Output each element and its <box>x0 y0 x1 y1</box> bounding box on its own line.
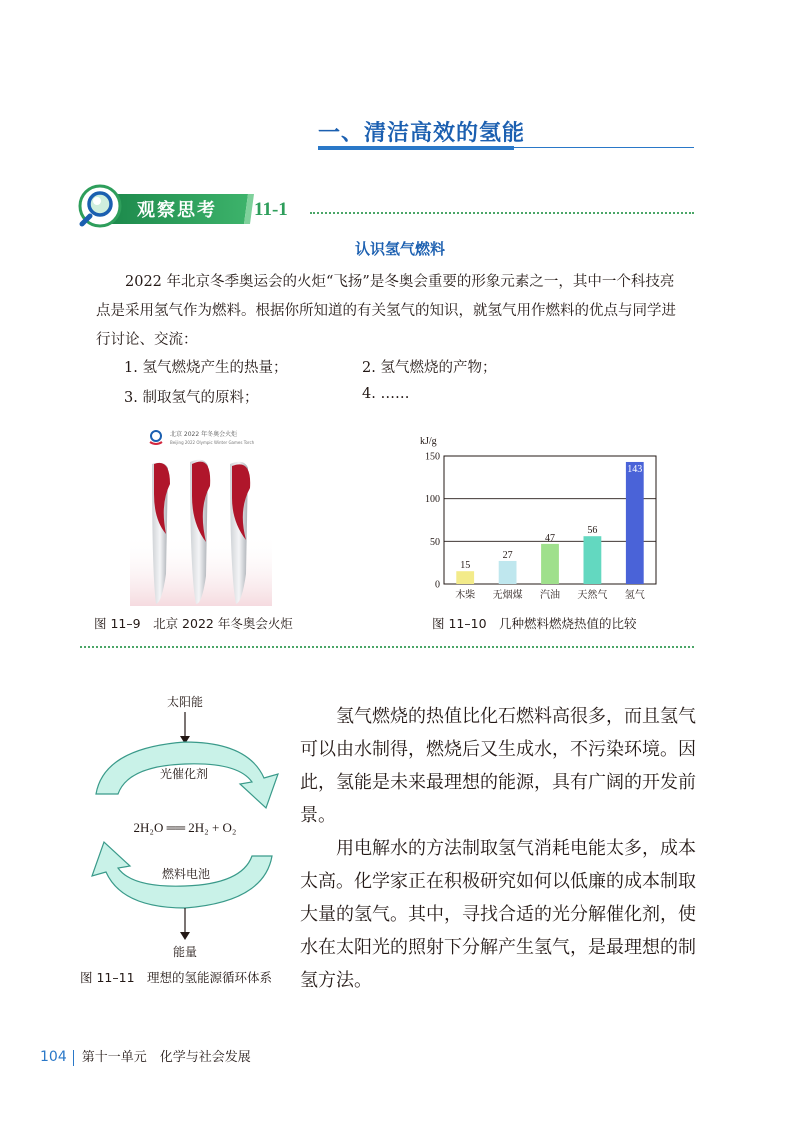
chart-category-label: 木柴 <box>455 590 476 601</box>
lower-arrow-label: 燃料电池 <box>161 867 211 881</box>
observe-number: 11-1 <box>254 199 288 220</box>
page-footer <box>40 1046 251 1066</box>
body-text <box>300 700 696 997</box>
observe-heading: 认识氢气燃料 <box>354 240 445 258</box>
torch-inset-subtitle: Beijing 2022 Olympic Winter Games Torch <box>170 440 255 445</box>
magnifier-icon <box>80 186 120 226</box>
title-underline <box>318 146 514 150</box>
torch-caption: 图 11–9 北京 2022 年冬奥会火炬 <box>94 616 293 631</box>
question-3: 3. 制取氢气的原料； <box>124 390 259 406</box>
title-underline-thin <box>514 147 694 148</box>
chart-ytick-label: 50 <box>430 536 440 548</box>
chart-data-label: 27 <box>502 549 513 561</box>
cycle-equation: 2H₂O ══ 2H₂ + O₂ <box>133 820 237 835</box>
chart-data-label: 143 <box>627 463 643 475</box>
question-2: 2. 氢气燃烧的产物； <box>362 360 497 376</box>
cycle-bottom-label: 能量 <box>172 945 198 959</box>
chart-category-label: 氢气 <box>624 590 645 601</box>
cycle-top-label: 太阳能 <box>166 695 204 709</box>
chart-data-label: 15 <box>460 560 471 572</box>
upper-arrow-label: 光催化剂 <box>159 767 209 781</box>
body-paragraph-2: 用电解水的方法制取氢气消耗电能太多，成本太高。化学家正在积极研究如何以低廉的成本制取大量的氢气。其中，寻找合适的光分解催化剂，使水在太阳光的照射下分解产生氢气，是最理想的制氢方法。 <box>300 838 696 991</box>
torch-inset-title: 北京 2022 年冬奥会火炬 <box>170 431 238 438</box>
chart-bar <box>499 561 517 584</box>
chart-bar <box>583 536 601 584</box>
section-title: 一、清洁高效的氢能 <box>318 121 526 146</box>
chart-data-label: 56 <box>587 525 598 537</box>
observe-label: 观察思考 <box>137 200 217 221</box>
chart-ytick-label: 100 <box>425 494 440 506</box>
hydrogen-cycle-diagram <box>80 686 290 966</box>
chart-category-label: 无烟煤 <box>492 590 523 601</box>
chart-ytick-label: 150 <box>425 451 440 463</box>
chart-bar <box>626 462 644 584</box>
question-4: 4. …… <box>362 386 410 402</box>
chart-bar <box>541 544 559 584</box>
dotted-divider-middle <box>80 646 694 648</box>
heat-value-chart <box>412 430 662 610</box>
question-1: 1. 氢气燃烧产生的热量； <box>124 360 288 376</box>
torch-photo <box>130 424 272 606</box>
chart-data-label: 47 <box>545 532 555 544</box>
body-paragraph-1: 氢气燃烧的热值比化石燃料高很多，而且氢气可以由水制得，燃烧后又生成水，不污染环境。因此，氢能是未来最理想的能源，具有广阔的开发前景。 <box>300 706 696 826</box>
chart-ylabel: kJ/g <box>420 436 437 447</box>
chart-ytick-label: 0 <box>435 579 440 591</box>
dotted-divider-top <box>310 212 694 214</box>
page-number: 104 <box>40 1049 67 1065</box>
chart-category-label: 天然气 <box>577 590 608 601</box>
footer-separator <box>73 1050 74 1066</box>
intro-paragraph: 2022 年北京冬季奥运会的火炬“飞扬”是冬奥会重要的形象元素之一，其中一个科技亮点是采用氢气作为燃料。根据你所知道的有关氢气的知识，就氢气用作燃料的优点与同学进行讨论、交流： <box>96 274 676 348</box>
chart-category-label: 汽油 <box>540 590 560 601</box>
unit-title: 第十一单元 化学与社会发展 <box>81 1050 251 1065</box>
chart-bar <box>456 571 474 584</box>
chart-caption: 图 11–10 几种燃料燃烧热值的比较 <box>432 616 637 631</box>
cycle-caption: 图 11–11 理想的氢能源循环体系 <box>80 970 273 985</box>
